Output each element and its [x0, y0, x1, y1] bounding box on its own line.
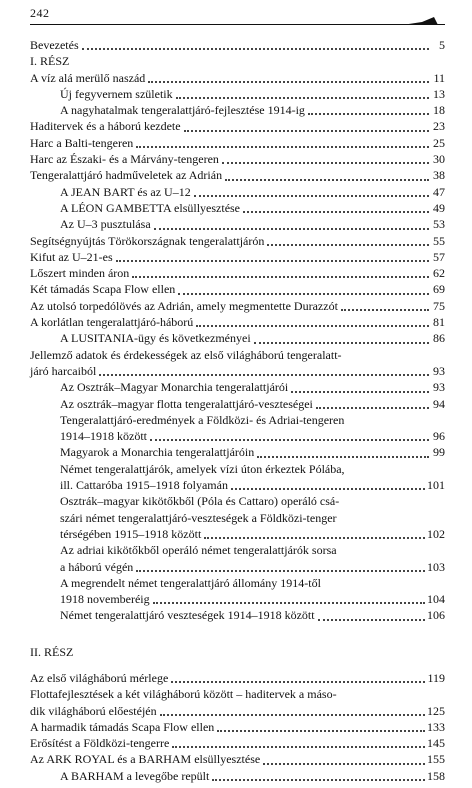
toc-entry-last-line: [30, 735, 445, 751]
toc-entry-last-line: [30, 363, 445, 379]
toc-entry-line: A megrendelt német tengeralattjáró állomány 1914-től: [60, 575, 321, 590]
leader-dots: [150, 439, 429, 441]
toc-entry-title: járó harcaiból: [30, 363, 97, 378]
leader-dots: [136, 146, 429, 148]
toc-entry-title: 1918 novemberéig: [60, 592, 150, 607]
toc-entry-jellemzo: [30, 347, 445, 380]
leader-dots: [184, 130, 429, 132]
leader-dots: [231, 488, 425, 490]
toc-entry-title: Segítségnyújtás Törökországnak tengeralattjárón: [30, 233, 265, 248]
toc-entry-title: dik világháború előestéjén: [30, 703, 157, 718]
toc-entry: [30, 444, 445, 460]
toc-entry: [30, 686, 445, 719]
leader-dots: [171, 681, 425, 683]
toc-entry-page: 106: [427, 608, 445, 623]
toc-entry-title: 1914–1918 között: [60, 429, 147, 444]
toc-entry-last-line: [60, 86, 445, 102]
leader-dots: [267, 244, 429, 246]
toc-entry-title: Német tengeralattjáró veszteségek 1914–1918 között: [60, 608, 315, 623]
toc-entry-title: Az utolsó torpedólövés az Adrián, amely megmentette Durazzót: [30, 298, 338, 313]
toc-entry-last-line: [60, 216, 445, 232]
toc-entry-page: 93: [433, 363, 445, 378]
leader-dots: [160, 714, 425, 716]
toc-entry-page: 99: [433, 445, 445, 460]
toc-entry-title: ill. Cattaróba 1915–1918 folyamán: [60, 478, 228, 493]
section-gap: [30, 660, 445, 670]
toc-entry: [30, 396, 445, 412]
toc-entry-page: 155: [427, 752, 445, 767]
toc-entry-page: 145: [427, 736, 445, 751]
toc-entry-title: Az ARK ROYAL és a BARHAM elsüllyesztése: [30, 752, 261, 767]
toc-entry-line: Tengeralattjáró-eredmények a Földközi- és Adriai-tengeren: [60, 412, 345, 427]
toc-entry-title: Haditervek és a háború kezdete: [30, 119, 181, 134]
toc-entry-last-line: [30, 233, 445, 249]
toc-entry-last-line: [30, 265, 445, 281]
toc-entry-title: Az Osztrák–Magyar Monarchia tengeralattjárói: [60, 380, 289, 395]
leader-dots: [341, 309, 429, 311]
toc-entry-last-line: [60, 591, 445, 607]
part-heading-2: II. RÉSZ: [30, 644, 74, 659]
toc-entry: [30, 735, 445, 751]
leader-dots: [99, 374, 429, 376]
toc-entry-line: Flottafejlesztések a két világháború között – haditervek a máso-: [30, 687, 337, 702]
toc-entry: [30, 265, 445, 281]
toc-entry-last-line: [60, 379, 445, 395]
toc-entry-title: térségében 1915–1918 között: [60, 526, 202, 541]
leader-dots: [263, 763, 425, 765]
toc-entry-page: 62: [433, 266, 445, 281]
toc-entry-last-line: [30, 281, 445, 297]
toc-entry: [30, 493, 445, 542]
toc-entry-line: Német tengeralattjárók, amelyek vízi úton érkeztek Pólába,: [60, 461, 345, 476]
toc-entry-title: Az U–3 pusztulása: [60, 217, 151, 232]
toc-entry-last-line: [60, 428, 445, 444]
toc-entry-intro: [30, 37, 445, 53]
toc-entry-title: Az osztrák–magyar flotta tengeralattjáró-veszteségei: [60, 396, 313, 411]
toc-entry-title: Lőszert minden áron: [30, 266, 130, 281]
toc-entry-title: Erősítést a Földközi-tengerre: [30, 736, 170, 751]
toc-entry-last-line: [60, 200, 445, 216]
leader-dots: [316, 407, 429, 409]
toc-entry-page: 11: [433, 70, 445, 85]
toc-entry-page: 30: [433, 152, 445, 167]
toc-entry-page: 38: [433, 168, 445, 183]
toc-entry-page: 104: [427, 592, 445, 607]
toc-entry: [30, 167, 445, 183]
toc-entry-page: 47: [433, 184, 445, 199]
toc-entry-last-line: [30, 670, 445, 686]
toc-entry-last-line: [30, 167, 445, 183]
toc-entry-page: 5: [439, 38, 445, 52]
toc-entry-last-line: [30, 719, 445, 735]
leader-dots: [132, 276, 429, 278]
toc-entry-line: Jellemző adatok és érdekességek az első világháború tengeralatt-: [30, 347, 342, 362]
toc-entry: [30, 281, 445, 297]
toc-entry-last-line: [60, 607, 445, 623]
toc-entry-page: 93: [433, 380, 445, 395]
header-rule: [30, 24, 445, 25]
toc-entry-last-line: [60, 559, 445, 575]
toc-entry: [30, 70, 445, 86]
toc-entry-page: 53: [433, 217, 445, 232]
leader-dots: [116, 260, 429, 262]
toc-entry: [30, 233, 445, 249]
leader-dots: [243, 211, 429, 213]
leader-dots: [222, 162, 429, 164]
section-gap: [30, 624, 445, 644]
toc-entry-last-line: [60, 768, 445, 784]
toc-entry-page: 23: [433, 119, 445, 134]
toc-entry-line: Osztrák–magyar kikötőkből (Póla és Cattaro) operáló csá-: [60, 494, 340, 509]
toc-entry-title: A korlátlan tengeralattjáró-háború: [30, 315, 194, 330]
leader-dots: [257, 456, 429, 458]
leader-dots: [318, 619, 425, 621]
table-of-contents: [30, 37, 445, 784]
toc-entry-page: 81: [433, 315, 445, 330]
toc-entry: [30, 670, 445, 686]
toc-entry-last-line: [60, 526, 445, 542]
toc-entry-line: Az adriai kikötőkből operáló német tengeralattjárók sorsa: [60, 543, 337, 558]
toc-entry: [30, 118, 445, 134]
toc-entry: [30, 184, 445, 200]
toc-entry-page: 96: [433, 429, 445, 444]
toc-entry-page: 119: [427, 670, 445, 685]
toc-entry-last-line: [60, 102, 445, 118]
toc-entry-page: 57: [433, 249, 445, 264]
toc-entry-last-line: [30, 151, 445, 167]
toc-entry: [30, 314, 445, 330]
leader-dots: [254, 342, 429, 344]
leader-dots: [154, 228, 429, 230]
leader-dots: [212, 779, 425, 781]
toc-entry-last-line: [30, 298, 445, 314]
toc-entry-page: 103: [427, 559, 445, 574]
leader-dots: [308, 113, 429, 115]
toc-entry-page: 13: [433, 86, 445, 101]
toc-entry: [30, 575, 445, 608]
toc-entry-title: Tengeralattjáró hadműveletek az Adrián: [30, 168, 223, 183]
leader-dots: [291, 391, 429, 393]
toc-entry: [30, 135, 445, 151]
toc-entry-last-line: [60, 477, 445, 493]
leader-dots: [178, 293, 429, 295]
leader-dots: [204, 537, 425, 539]
part-heading-1: I. RÉSZ: [30, 54, 70, 69]
leader-dots: [196, 325, 429, 327]
toc-entry: [30, 298, 445, 314]
toc-entry-title: Az első világháború mérlege: [30, 670, 169, 685]
toc-entry-title: Harc a Balti-tengeren: [30, 135, 134, 150]
toc-entry: [30, 542, 445, 575]
toc-entry-last-line: [30, 314, 445, 330]
toc-entry-title: A harmadik támadás Scapa Flow ellen: [30, 719, 215, 734]
toc-entry-page: 49: [433, 200, 445, 215]
toc-entry: [30, 200, 445, 216]
toc-entry: [30, 379, 445, 395]
toc-entry-title: A nagyhatalmak tengeralattjáró-fejlesztése 1914-ig: [60, 103, 305, 118]
toc-entry-line: szári német tengeralattjáró-veszteségek a Földközi-tenger: [60, 510, 337, 525]
toc-entry-title: A LÉON GAMBETTA elsüllyesztése: [60, 200, 241, 215]
jellemzo-sublist: [30, 379, 445, 623]
page-number: 242: [30, 6, 50, 20]
toc-entry-last-line: [30, 135, 445, 151]
part2-list: [30, 670, 445, 784]
toc-entry-title: A LUSITANIA-ügy és következményei: [60, 331, 251, 346]
leader-dots: [148, 81, 429, 83]
toc-entry-title: Magyarok a Monarchia tengeralattjáróin: [60, 445, 255, 460]
leader-dots: [194, 195, 429, 197]
leader-dots: [217, 730, 425, 732]
leader-dots: [225, 179, 429, 181]
toc-entry: [30, 249, 445, 265]
toc-entry-page: 94: [433, 396, 445, 411]
toc-entry-title: Két támadás Scapa Flow ellen: [30, 282, 176, 297]
toc-entry: [30, 768, 445, 784]
toc-entry-last-line: [60, 330, 445, 346]
toc-entry-page: 18: [433, 103, 445, 118]
toc-entry: [30, 607, 445, 623]
toc-entry-title: A JEAN BART és az U–12: [60, 184, 191, 199]
toc-entry-title: a háború végén: [60, 559, 134, 574]
toc-entry: [30, 330, 445, 346]
toc-entry-page: 101: [427, 478, 445, 493]
toc-entry-page: 25: [433, 135, 445, 150]
toc-entry: [30, 86, 445, 102]
toc-entry-page: 133: [427, 719, 445, 734]
toc-entry-last-line: [30, 751, 445, 767]
toc-entry: [30, 216, 445, 232]
toc-entry-page: 86: [433, 331, 445, 346]
toc-entry: [30, 151, 445, 167]
toc-entry-title: Új fegyvernem születik: [60, 86, 173, 101]
leader-dots: [176, 97, 429, 99]
toc-entry: [30, 719, 445, 735]
toc-entry-title: A BARHAM a levegőbe repült: [60, 768, 210, 783]
toc-entry-title: Harc az Északi- és a Márvány-tengeren: [30, 152, 219, 167]
leader-dots: [136, 570, 425, 572]
toc-entry-last-line: [30, 118, 445, 134]
leader-dots: [172, 746, 425, 748]
toc-entry-title: A víz alá merülő naszád: [30, 70, 146, 85]
toc-entry-page: 75: [433, 298, 445, 313]
toc-entry-page: 69: [433, 282, 445, 297]
leader-dots: [82, 48, 429, 50]
toc-entry: [30, 461, 445, 494]
toc-entry-title: Bevezetés: [30, 38, 79, 52]
toc-entry-last-line: [30, 70, 445, 86]
toc-entry-last-line: [60, 444, 445, 460]
toc-entry-last-line: [30, 249, 445, 265]
toc-entry-page: 102: [427, 526, 445, 541]
toc-entry: [30, 751, 445, 767]
part1-list: [30, 70, 445, 347]
toc-entry-page: 125: [427, 703, 445, 718]
toc-entry-title: Kifut az U–21-es: [30, 249, 113, 264]
toc-entry-last-line: [30, 703, 445, 719]
toc-entry: [30, 412, 445, 445]
leader-dots: [153, 602, 425, 604]
toc-entry-page: 158: [427, 768, 445, 783]
toc-entry-last-line: [60, 184, 445, 200]
toc-entry: [30, 102, 445, 118]
toc-entry-page: 55: [433, 233, 445, 248]
toc-entry-last-line: [60, 396, 445, 412]
